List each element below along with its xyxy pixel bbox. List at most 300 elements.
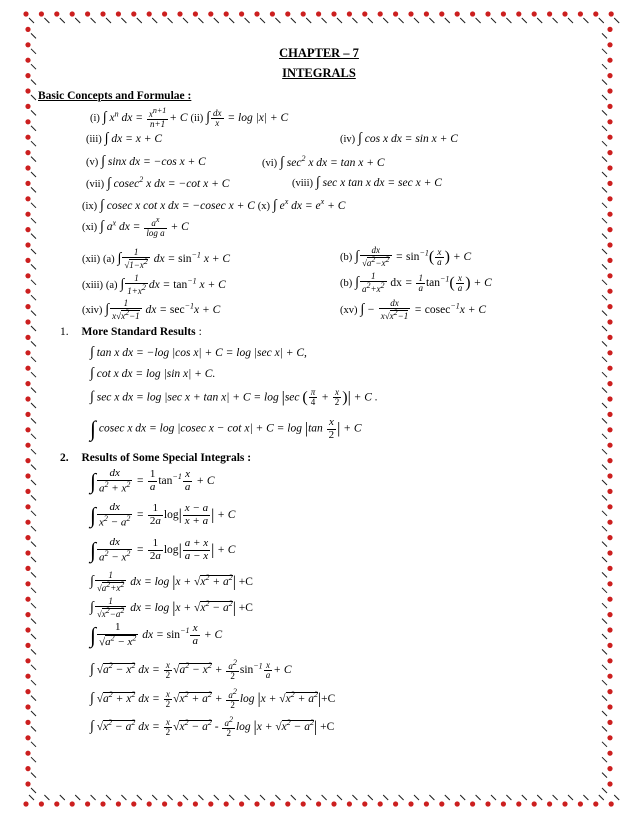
border-dash — [602, 403, 607, 408]
border-dot — [609, 11, 614, 16]
border-dot — [455, 801, 460, 806]
border-dot — [162, 801, 167, 806]
border-dot — [25, 304, 30, 309]
border-dash — [602, 511, 607, 516]
border-dot — [607, 104, 612, 109]
border-dash — [44, 795, 49, 800]
formula-tag: (v) — [86, 157, 99, 168]
border-dash — [602, 588, 607, 593]
border-dot — [25, 627, 30, 632]
border-dash — [31, 665, 36, 670]
border-dot — [224, 801, 229, 806]
border-dot — [607, 366, 612, 371]
border-dot — [25, 227, 30, 232]
border-dot — [562, 11, 567, 16]
border-dash — [31, 542, 36, 547]
border-dash — [31, 634, 36, 639]
border-dash — [491, 18, 496, 23]
border-dash — [602, 557, 607, 562]
border-dash — [106, 795, 111, 800]
border-dash — [599, 795, 604, 800]
border-dot — [408, 11, 413, 16]
border-dot — [607, 119, 612, 124]
border-dash — [275, 18, 280, 23]
border-dot — [25, 735, 30, 740]
border-dot — [424, 801, 429, 806]
border-dash — [602, 434, 607, 439]
border-dot — [224, 11, 229, 16]
border-dash — [491, 795, 496, 800]
border-dash — [602, 572, 607, 577]
border-dash — [168, 18, 173, 23]
border-dot — [316, 801, 321, 806]
border-dash — [602, 388, 607, 393]
border-dash — [352, 795, 357, 800]
border-dot — [578, 801, 583, 806]
formula-tag: (xii) — [82, 254, 101, 266]
border-dash — [75, 795, 80, 800]
border-dot — [85, 801, 90, 806]
border-dash — [602, 218, 607, 223]
border-dash — [602, 634, 607, 639]
border-dash — [602, 280, 607, 285]
border-dash — [121, 18, 126, 23]
border-dot — [331, 11, 336, 16]
border-dash — [602, 757, 607, 762]
border-dash — [229, 18, 234, 23]
border-dash — [337, 795, 342, 800]
border-dash — [31, 480, 36, 485]
border-dash — [553, 18, 558, 23]
border-dash — [31, 403, 36, 408]
border-dash — [60, 18, 65, 23]
border-dash — [445, 795, 450, 800]
border-dash — [602, 95, 607, 100]
section-colon: : — [198, 326, 202, 338]
border-top-edge — [23, 11, 619, 23]
border-dot — [607, 781, 612, 786]
formula-tag: (viii) — [292, 178, 313, 189]
border-dot — [607, 458, 612, 463]
border-dot — [25, 212, 30, 217]
border-dot — [532, 11, 537, 16]
border-dot — [85, 11, 90, 16]
section-title: Results of Some Special Integrals : — [81, 452, 252, 464]
border-dot — [208, 801, 213, 806]
formula-row-1: (i) ∫ $x^n$ dx = $\frac{x^{n+1}}{n+1}$ + C (ii) ∫ $\frac{dx}{x}$ = log |x| + C — [90, 106, 289, 130]
border-dash — [399, 795, 404, 800]
border-dot — [607, 443, 612, 448]
border-dash — [602, 33, 607, 38]
border-dash — [614, 795, 619, 800]
border-dash — [602, 742, 607, 747]
border-dash — [31, 249, 36, 254]
formula-row-4b: (viii) ∫ sec x tan x dx = sec x + C — [292, 175, 442, 190]
border-dot — [607, 735, 612, 740]
border-dot — [25, 674, 30, 679]
border-dash — [183, 18, 188, 23]
border-dot — [607, 273, 612, 278]
border-dash — [31, 742, 36, 747]
border-dot — [23, 801, 28, 806]
border-dash — [31, 757, 36, 762]
border-dot — [25, 550, 30, 555]
border-dash — [602, 203, 607, 208]
border-dot — [25, 273, 30, 278]
special-integral-4: ∫ $\frac{1}{√a^2+x^2}$ dx = $\log |x + √x^2 + a^2| +C$ — [90, 570, 253, 594]
border-dot — [501, 11, 506, 16]
border-dash — [31, 572, 36, 577]
border-dot — [607, 212, 612, 217]
border-dash — [414, 18, 419, 23]
formula-row-3a: (v) ∫ sinx dx = −cos x + C — [86, 154, 206, 169]
border-dot — [25, 566, 30, 571]
border-dot — [254, 11, 259, 16]
border-dash — [599, 18, 604, 23]
formula-subtag: (a) — [102, 254, 115, 266]
border-dot — [607, 550, 612, 555]
border-dash — [322, 18, 327, 23]
border-dash — [602, 264, 607, 269]
section-basic-heading: Basic Concepts and Formulae : — [38, 90, 192, 102]
border-dot — [25, 489, 30, 494]
border-dash — [31, 326, 36, 331]
border-dot — [607, 766, 612, 771]
border-dash — [31, 172, 36, 177]
border-dot — [25, 258, 30, 263]
border-dot — [501, 801, 506, 806]
border-dash — [460, 18, 465, 23]
border-dot — [607, 258, 612, 263]
formula-row-6: (xi) ∫ $a^x$ dx = $\frac{a^x}{\text{log a}}$ + C — [82, 215, 189, 239]
border-dash — [31, 557, 36, 562]
border-dash — [291, 795, 296, 800]
border-dash — [31, 696, 36, 701]
border-dot — [607, 181, 612, 186]
border-dot — [193, 11, 198, 16]
border-dash — [602, 372, 607, 377]
border-dot — [193, 801, 198, 806]
border-dot — [177, 801, 182, 806]
border-dot — [607, 381, 612, 386]
border-dash — [602, 773, 607, 778]
special-integral-5: ∫ $\frac{1}{√x^2-a^2}$ dx = $\log |x + √x^2 - a^2| +C$ — [90, 596, 253, 620]
formula-row-4a: (vii) ∫ cosec$^2$ x dx = −cot x + C — [86, 175, 230, 191]
border-dash — [245, 18, 250, 23]
border-dot — [607, 704, 612, 709]
border-dash — [29, 795, 34, 800]
border-dash — [368, 795, 373, 800]
border-dot — [25, 766, 30, 771]
border-dot — [607, 135, 612, 140]
formula-tag: (xi) — [82, 222, 98, 234]
border-dash — [31, 711, 36, 716]
border-dash — [568, 18, 573, 23]
border-dash — [31, 234, 36, 239]
border-dot — [25, 165, 30, 170]
border-dash — [275, 795, 280, 800]
border-dot — [25, 150, 30, 155]
border-dash — [91, 795, 96, 800]
border-dot — [25, 396, 30, 401]
border-dash — [322, 795, 327, 800]
border-dash — [245, 795, 250, 800]
border-dot — [239, 801, 244, 806]
border-dot — [607, 319, 612, 324]
formula-row-9b: (xv) ∫ − $\frac{dx}{x√x^2-1}$ = cosec$^{-1}$x + C — [340, 298, 487, 322]
border-dot — [378, 11, 383, 16]
border-dash — [602, 249, 607, 254]
border-dot — [607, 335, 612, 340]
std-result-sec: ∫ sec x dx = log |sec x + tan x| + C = log |sec ( $\frac{\pi}{4}$ + $\frac{x}{2}$ )| + C . — [90, 387, 378, 408]
border-dot — [25, 135, 30, 140]
border-dash — [152, 795, 157, 800]
border-dash — [121, 795, 126, 800]
border-dash — [214, 795, 219, 800]
border-dash — [399, 18, 404, 23]
special-integral-9: ∫ $√x^2 - a^2$ dx = $\frac{x}{2}$ $√x^2 - a^2$ - $\frac{a^2}{2}$ $\log |x + √x^2 - a^2| +C$ — [90, 715, 335, 739]
border-dot — [607, 566, 612, 571]
border-dash — [31, 95, 36, 100]
formula-row-8a: (xiii) (a) ∫ $\frac{1}{1+x^2}$ dx = $\tan^{-1} x + C$ — [82, 273, 226, 297]
border-dot — [25, 473, 30, 478]
border-dot — [147, 11, 152, 16]
border-dash — [31, 511, 36, 516]
border-dot — [25, 504, 30, 509]
border-dash — [31, 680, 36, 685]
border-dash — [602, 172, 607, 177]
border-dot — [25, 704, 30, 709]
border-dash — [229, 795, 234, 800]
special-integral-2: ∫ $\frac{dx}{x^2 - a^2}$ = $\frac{1}{2a}$ log| $\frac{x - a}{x + a}$ | + C — [90, 501, 236, 529]
chapter-heading: CHAPTER – 7 — [279, 46, 359, 60]
border-dot — [177, 11, 182, 16]
special-integral-7: ∫ $√a^2 - x^2$ dx = $\frac{x}{2}$ $√a^2 - x^2$ + $\frac{a^2}{2}$ $\sin^{-1}$ $\frac{x}{a}$ + C — [90, 658, 292, 682]
border-dash — [137, 18, 142, 23]
border-dash — [506, 795, 511, 800]
border-dash — [602, 680, 607, 685]
border-dash — [522, 795, 527, 800]
border-dash — [260, 795, 265, 800]
border-dot — [147, 801, 152, 806]
border-dash — [522, 18, 527, 23]
border-dot — [116, 11, 121, 16]
formula-tag: (vii) — [86, 178, 105, 190]
border-dash — [368, 18, 373, 23]
border-dot — [25, 181, 30, 186]
border-right-edge — [602, 27, 613, 793]
border-dash — [29, 18, 34, 23]
border-dash — [506, 18, 511, 23]
border-dash — [183, 795, 188, 800]
border-dot — [347, 11, 352, 16]
border-dash — [31, 126, 36, 131]
border-dot — [25, 27, 30, 32]
border-dot — [25, 612, 30, 617]
formula-row-3b: (vi) ∫ $\sec^2 x$ dx = tan x + C — [262, 154, 385, 170]
border-dash — [31, 203, 36, 208]
border-dot — [25, 196, 30, 201]
border-dot — [607, 535, 612, 540]
border-dash — [31, 465, 36, 470]
border-dot — [25, 335, 30, 340]
border-dot — [547, 11, 552, 16]
border-dot — [25, 427, 30, 432]
formula-tag: (xiii) — [82, 280, 103, 292]
border-dash — [383, 18, 388, 23]
border-dash — [31, 110, 36, 115]
border-dash — [31, 526, 36, 531]
border-dash — [602, 187, 607, 192]
border-dot — [607, 427, 612, 432]
std-result-tan: ∫ tan x dx = −log |cos x| + C = log |sec x| + C, — [90, 345, 307, 360]
border-dot — [607, 396, 612, 401]
border-dash — [429, 795, 434, 800]
formula-row-2a: (iii) ∫ dx = x + C — [86, 131, 162, 146]
border-dot — [25, 412, 30, 417]
formula-row-7b: (b) ∫ $\frac{dx}{√a^2-x^2}$ = $\sin^{-1}$( $\frac{x}{a}$ ) + C — [340, 245, 472, 269]
formula-row-8b: (b) ∫ $\frac{1}{a^2+x^2}$ dx = $\frac{1}{a}$ $\tan^{-1}$( $\frac{x}{a}$ ) + C — [340, 271, 492, 295]
border-dot — [607, 27, 612, 32]
border-dot — [607, 489, 612, 494]
border-dot — [331, 801, 336, 806]
border-dash — [31, 434, 36, 439]
border-dash — [383, 795, 388, 800]
formula-tag: (xv) — [340, 305, 358, 317]
border-dash — [91, 18, 96, 23]
border-dot — [208, 11, 213, 16]
border-dot — [607, 165, 612, 170]
border-dash — [306, 795, 311, 800]
border-dot — [25, 720, 30, 725]
border-dot — [316, 11, 321, 16]
border-dash — [476, 18, 481, 23]
border-dot — [408, 801, 413, 806]
border-dot — [25, 104, 30, 109]
border-dot — [607, 751, 612, 756]
border-dot — [607, 88, 612, 93]
border-dot — [439, 11, 444, 16]
border-dot — [131, 11, 136, 16]
formula-tag: (x) — [257, 200, 271, 212]
border-dash — [602, 480, 607, 485]
border-dot — [516, 801, 521, 806]
border-dash — [614, 18, 619, 23]
border-dot — [607, 242, 612, 247]
formula-row-5: (ix) ∫ cosec x cot x dx = −cosec x + C (x) ∫ $e^x$ dx = $e^x + C$ — [82, 197, 346, 213]
border-dash — [31, 372, 36, 377]
formula-subtag: (a) — [105, 280, 118, 292]
border-dot — [301, 11, 306, 16]
border-dash — [602, 619, 607, 624]
border-dot — [285, 11, 290, 16]
border-dash — [602, 341, 607, 346]
border-dash — [31, 773, 36, 778]
border-dot — [25, 689, 30, 694]
special-integral-8: ∫ $√a^2 + x^2$ dx = $\frac{x}{2}$ $√x^2 + a^2$ + $\frac{a^2}{2}$ $\log |x + √x^2 + a^2|+C$ — [90, 687, 336, 711]
border-dash — [429, 18, 434, 23]
border-dash — [31, 388, 36, 393]
border-dash — [583, 795, 588, 800]
border-dash — [306, 18, 311, 23]
border-dash — [198, 795, 203, 800]
border-dot — [25, 751, 30, 756]
border-dash — [602, 665, 607, 670]
border-dot — [424, 11, 429, 16]
border-dot — [25, 350, 30, 355]
border-dash — [31, 649, 36, 654]
border-dash — [31, 33, 36, 38]
border-dash — [602, 311, 607, 316]
border-dash — [602, 788, 607, 793]
border-dash — [75, 18, 80, 23]
border-dot — [607, 350, 612, 355]
formula-row-2b: (iv) ∫ cos x dx = sin x + C — [340, 131, 458, 146]
formula-row-9a: (xiv) ∫ $\frac{1}{x√x^2-1}$ dx = $\sec^{-1}x + C$ — [82, 298, 221, 322]
border-dot — [470, 11, 475, 16]
border-dot — [25, 658, 30, 663]
border-dash — [31, 619, 36, 624]
border-dot — [25, 119, 30, 124]
border-dot — [239, 11, 244, 16]
border-dot — [607, 597, 612, 602]
border-dot — [301, 801, 306, 806]
border-dash — [106, 18, 111, 23]
border-dash — [31, 157, 36, 162]
section-number: 2. — [60, 452, 69, 464]
formula-row-7a: (xii) (a) ∫ $\frac{1}{√1-x^2}$ dx = $\sin^{-1} x + C$ — [82, 247, 231, 271]
border-dot — [607, 150, 612, 155]
border-dash — [414, 795, 419, 800]
border-dash — [602, 542, 607, 547]
border-dash — [583, 18, 588, 23]
border-dash — [31, 280, 36, 285]
border-dot — [607, 227, 612, 232]
border-dash — [352, 18, 357, 23]
border-dot — [70, 11, 75, 16]
formula-tag: (iii) — [86, 134, 102, 145]
border-dot — [393, 801, 398, 806]
section-title: More Standard Results — [81, 326, 196, 338]
border-dot — [347, 801, 352, 806]
border-dash — [602, 711, 607, 716]
border-dot — [39, 801, 44, 806]
border-dash — [214, 18, 219, 23]
border-dot — [485, 801, 490, 806]
page-title: INTEGRALS — [282, 66, 356, 80]
border-dash — [553, 795, 558, 800]
border-bottom-edge — [23, 795, 619, 807]
border-dash — [31, 141, 36, 146]
formula-tag: (b) — [340, 278, 353, 290]
border-dash — [602, 696, 607, 701]
border-dot — [100, 11, 105, 16]
section-1-heading — [60, 326, 202, 338]
border-dot — [25, 366, 30, 371]
border-dot — [607, 520, 612, 525]
border-dot — [455, 11, 460, 16]
border-dash — [31, 187, 36, 192]
border-dot — [285, 801, 290, 806]
border-dash — [31, 311, 36, 316]
border-dash — [291, 18, 296, 23]
border-dot — [607, 581, 612, 586]
border-dash — [31, 264, 36, 269]
std-result-cosec: ∫ cosec x dx = log |cosec x − cot x| + C = log |tan $\frac{x}{2}$ | + C — [90, 415, 362, 441]
border-dot — [516, 11, 521, 16]
border-dot — [25, 88, 30, 93]
border-dash — [537, 795, 542, 800]
